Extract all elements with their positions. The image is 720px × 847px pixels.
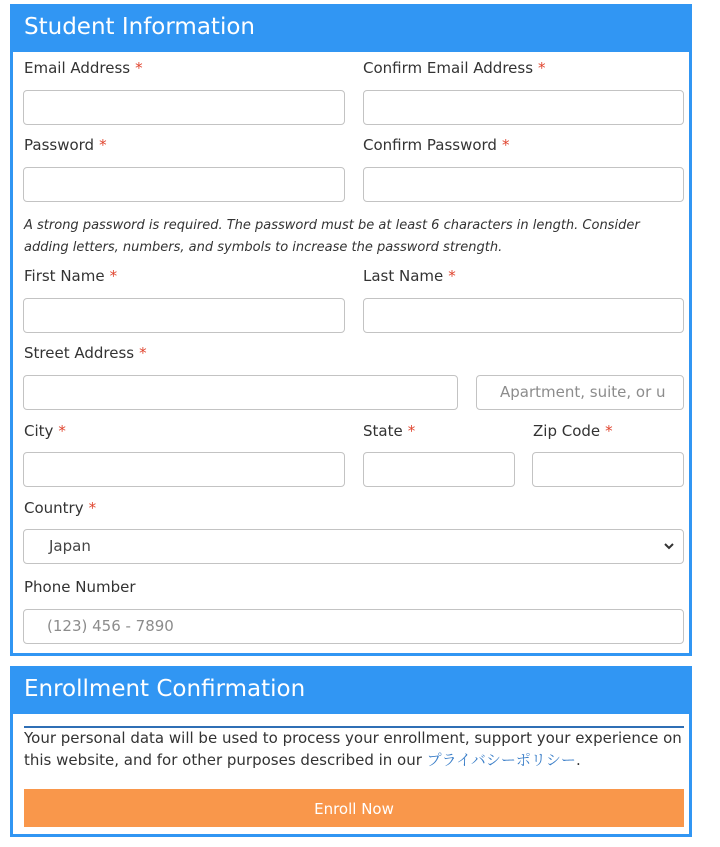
student-information-title: Student Information (13, 7, 689, 52)
required-marker: * (605, 422, 613, 440)
consent-end: . (575, 751, 581, 769)
country-label (24, 499, 96, 517)
confirm-password-label (363, 136, 509, 154)
enrollment-confirmation-title: Enrollment Confirmation (13, 669, 689, 714)
required-marker: * (407, 422, 416, 440)
state-label-text: State (363, 422, 403, 440)
chevron-down-icon (663, 540, 675, 552)
last-name-label-text: Last Name (363, 267, 444, 285)
country-select[interactable] (23, 529, 684, 564)
required-marker: * (448, 267, 456, 285)
first-name-input[interactable] (23, 298, 345, 333)
street-address-input[interactable] (23, 375, 458, 410)
password-input[interactable] (23, 167, 345, 202)
confirm-email-label (363, 59, 546, 77)
required-marker: * (538, 59, 546, 77)
password-label (24, 136, 107, 154)
confirm-password-input[interactable] (363, 167, 684, 202)
state-input[interactable] (363, 452, 515, 487)
city-input[interactable] (23, 452, 345, 487)
city-label-text: City (24, 422, 54, 440)
student-information-panel (10, 4, 692, 656)
zip-code-input[interactable] (532, 452, 684, 487)
apartment-input[interactable]: Apartment, suite, or u (476, 375, 684, 410)
state-label (363, 422, 415, 440)
zip-code-label (533, 422, 613, 440)
city-label (24, 422, 66, 440)
confirm-email-input[interactable] (363, 90, 684, 125)
street-address-label (24, 344, 147, 362)
consent-text (24, 727, 684, 771)
phone-number-label: Phone Number (24, 578, 136, 596)
enroll-now-button[interactable]: Enroll Now (24, 789, 684, 827)
last-name-input[interactable] (363, 298, 684, 333)
email-label-text: Email Address (24, 59, 131, 77)
email-label (24, 59, 143, 77)
enrollment-confirmation-panel (10, 666, 692, 837)
country-label-text: Country (24, 499, 84, 517)
email-input[interactable] (23, 90, 345, 125)
required-marker: * (139, 344, 147, 362)
required-marker: * (135, 59, 143, 77)
street-address-label-text: Street Address (24, 344, 135, 362)
required-marker: * (88, 499, 97, 517)
last-name-label (363, 267, 456, 285)
required-marker: * (501, 136, 510, 154)
required-marker: * (109, 267, 118, 285)
password-hint: A strong password is required. The password must be at least 6 characters in length. Consider adding letters, numbers, and symbols to increase the password strength. (24, 218, 640, 255)
zip-code-label-text: Zip Code (533, 422, 601, 440)
privacy-policy-link[interactable]: プライバシーポリシー (426, 751, 576, 769)
confirm-password-label-text: Confirm Password (363, 136, 497, 154)
first-name-label-text: First Name (24, 267, 105, 285)
password-label-text: Password (24, 136, 95, 154)
phone-number-input[interactable]: (123) 456 - 7890 (23, 609, 684, 644)
required-marker: * (99, 136, 107, 154)
confirm-email-label-text: Confirm Email Address (363, 59, 534, 77)
consent-body: Your personal data will be used to process your enrollment, support your experience on this website, and for other purposes described in our (24, 729, 682, 769)
country-select-value: Japan (49, 537, 91, 555)
required-marker: * (58, 422, 66, 440)
first-name-label (24, 267, 117, 285)
